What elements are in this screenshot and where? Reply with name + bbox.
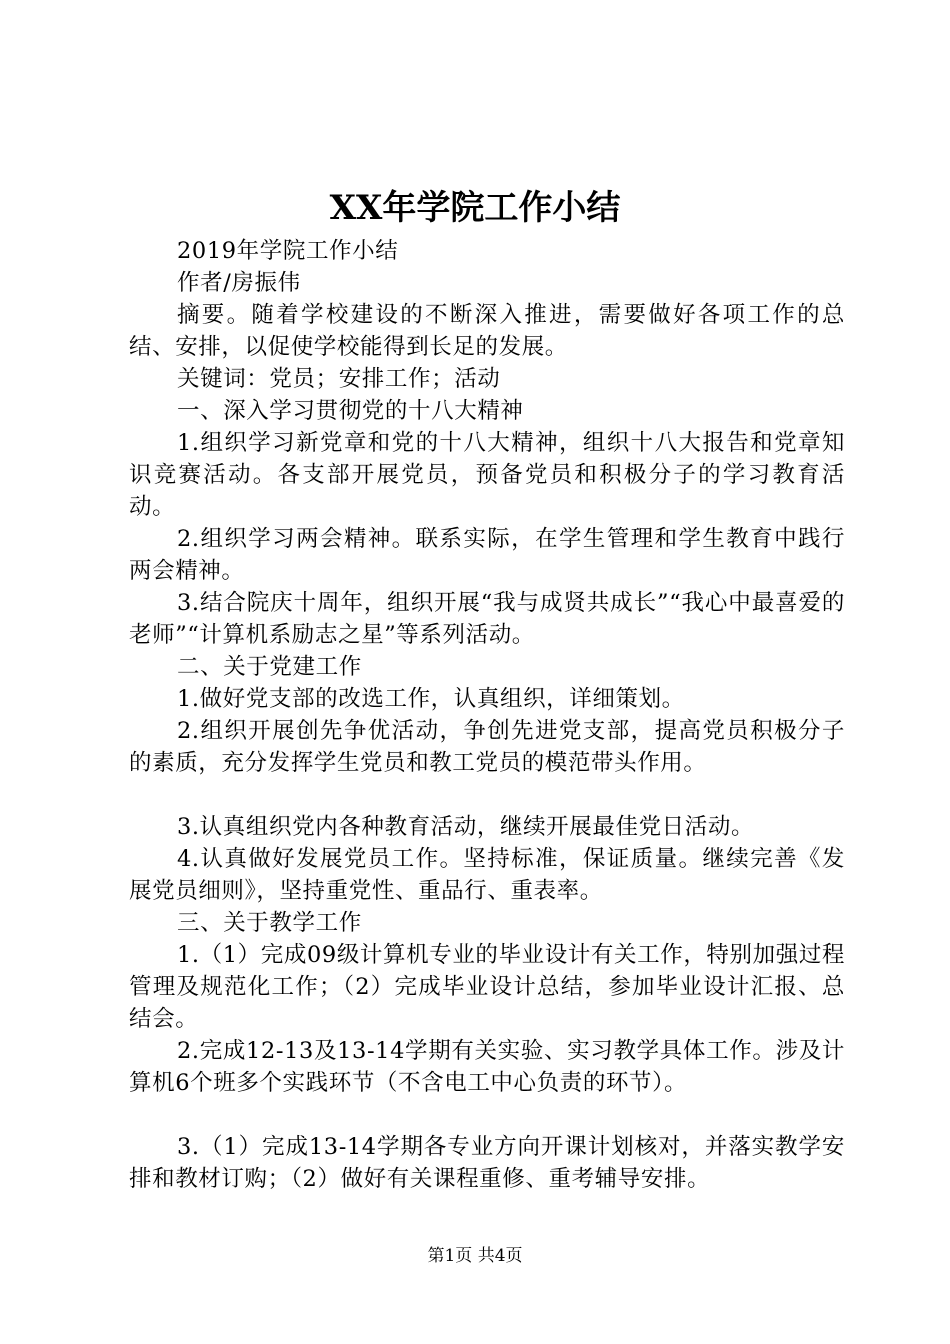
page-number-footer: 第1页 共4页 bbox=[427, 1246, 523, 1266]
document-title: XX年学院工作小结 bbox=[329, 188, 621, 228]
body-paragraph: 1.（1）完成09级计算机专业的毕业设计有关工作，特别加强过程管理及规范化工作；（2）完成毕业设计总结，参加毕业设计汇报、总结会。 bbox=[129, 942, 846, 1032]
keywords-paragraph: 关键词：党员；安排工作；活动 bbox=[177, 366, 501, 392]
body-paragraph: 3.结合院庆十周年，组织开展“我与成贤共成长”“我心中最喜爱的老师”“计算机系励志之星”等系列活动。 bbox=[129, 590, 845, 648]
section-heading-1: 一、深入学习贯彻党的十八大精神 bbox=[177, 398, 524, 424]
section-heading-2: 二、关于党建工作 bbox=[177, 654, 362, 680]
document-body bbox=[129, 235, 845, 1195]
body-paragraph: 3.（1）完成13-14学期各专业方向开课计划核对，并落实教学安排和教材订购；（2）做好有关课程重修、重考辅导安排。 bbox=[129, 1134, 845, 1192]
section-heading-3: 三、关于教学工作 bbox=[177, 910, 362, 936]
body-paragraph: 4.认真做好发展党员工作。坚持标准，保证质量。继续完善《发展党员细则》，坚持重党性、重品行、重表率。 bbox=[129, 846, 845, 904]
author-paragraph: 作者/房振伟 bbox=[177, 270, 301, 296]
body-paragraph: 2.完成12-13及13-14学期有关实验、实习教学具体工作。涉及计算机6个班多个实践环节（不含电工中心负责的环节）。 bbox=[129, 1038, 845, 1096]
body-paragraph: 3.认真组织党内各种教育活动，继续开展最佳党日活动。 bbox=[177, 814, 755, 840]
body-paragraph: 1.做好党支部的改选工作，认真组织，详细策划。 bbox=[177, 686, 685, 712]
body-paragraph: 2.组织学习两会精神。联系实际，在学生管理和学生教育中践行两会精神。 bbox=[129, 526, 845, 584]
abstract-paragraph: 摘要。随着学校建设的不断深入推进，需要做好各项工作的总结、安排，以促使学校能得到长足的发展。 bbox=[129, 302, 845, 360]
body-paragraph: 2.组织开展创先争优活动，争创先进党支部，提高党员积极分子的素质，充分发挥学生党员和教工党员的模范带头作用。 bbox=[129, 718, 845, 776]
body-paragraph: 1.组织学习新党章和党的十八大精神，组织十八大报告和党章知识竞赛活动。各支部开展党员，预备党员和积极分子的学习教育活动。 bbox=[129, 430, 845, 520]
subtitle-paragraph: 2019年学院工作小结 bbox=[177, 238, 399, 264]
